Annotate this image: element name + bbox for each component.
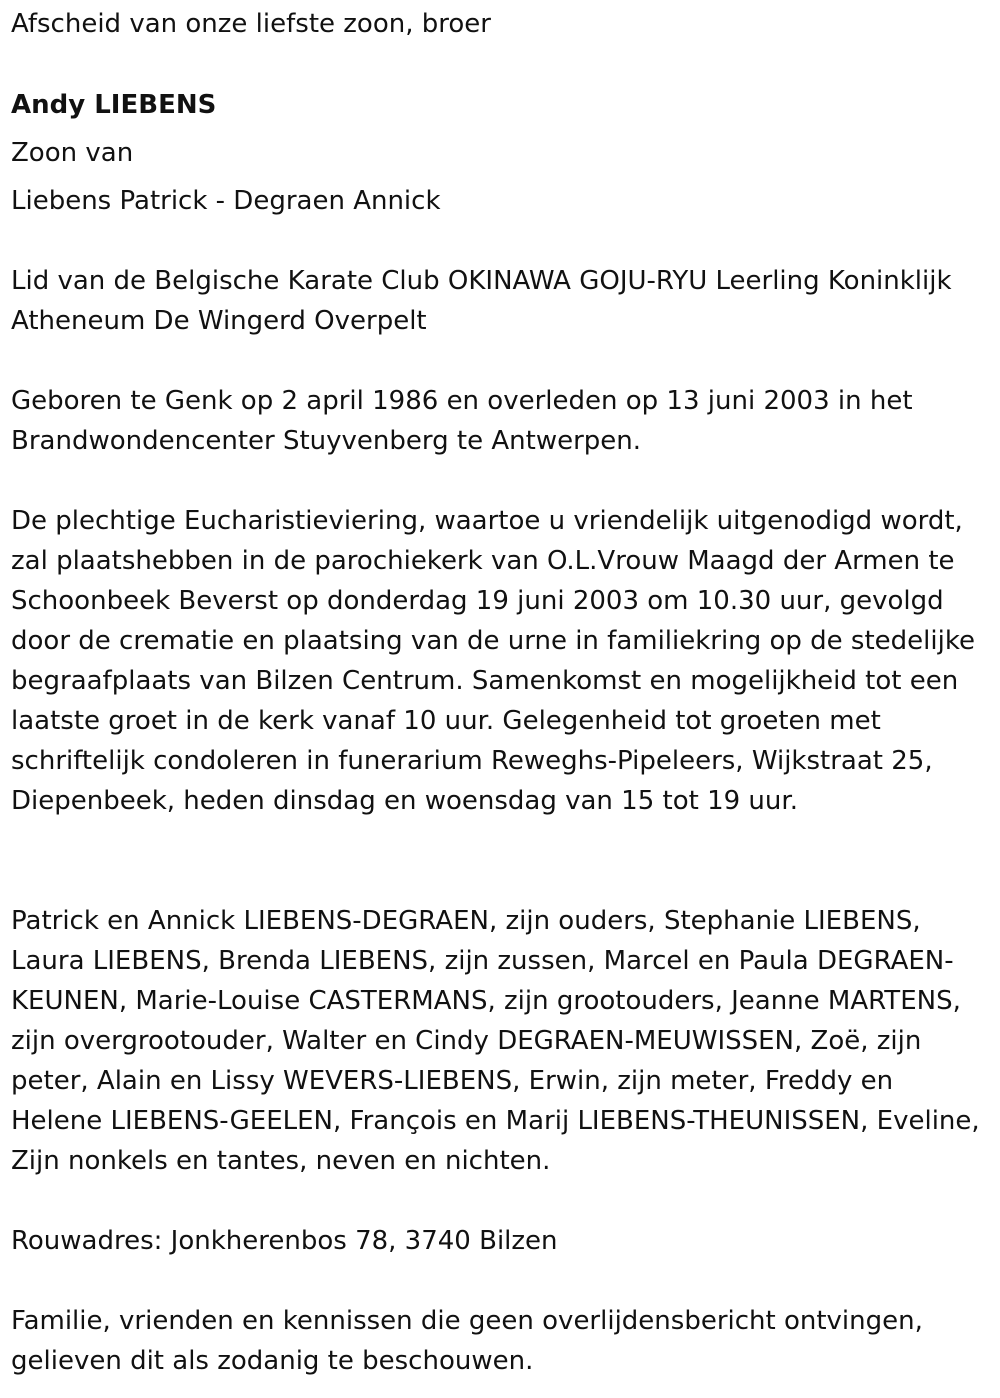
son-of-label: Zoon van [11, 138, 134, 168]
birth-death-text: Geboren te Genk op 2 april 1986 en overleden op 13 juni 2003 in het Brandwondencenter Stuyvenberg te Antwerpen. [11, 386, 913, 456]
closing-text: Familie, vrienden en kennissen die geen overlijdensbericht ontvingen, gelieven dit als zodanig te beschouwen. [11, 1306, 923, 1376]
family-text: Patrick en Annick LIEBENS-DEGRAEN, zijn ouders, Stephanie LIEBENS, Laura LIEBENS, Brenda LIEBENS, zijn zussen, Marcel en Paula DEGRAEN-KEUNEN, Marie-Louise CASTERMANS, zijn grootouders, Jeanne MARTENS, zijn overgrootouder, Walter en Cindy DEGRAEN-MEUWISSEN, Zoë, zijn peter, Alain en Lissy WEVERS-LIEBENS, Erwin, zijn meter, Freddy en Helene LIEBENS-GEELEN, François en Marij LIEBENS-THEUNISSEN, Eveline, Zijn nonkels en tantes, neven en nichten. [11, 906, 980, 1176]
membership-text: Lid van de Belgische Karate Club OKINAWA GOJU-RYU Leerling Koninklijk Atheneum De Wingerd Overpelt [11, 266, 952, 336]
deceased-name: Andy LIEBENS [11, 90, 217, 120]
parents-text: Liebens Patrick - Degraen Annick [11, 186, 441, 216]
intro-text: Afscheid van onze liefste zoon, broer [11, 9, 491, 39]
ceremony-text: De plechtige Eucharistieviering, waartoe u vriendelijk uitgenodigd wordt, zal plaatshebben in de parochiekerk van O.L.Vrouw Maagd der Armen te Schoonbeek Beverst op donderdag 19 juni 2003 om 10.30 uur, gevolgd door de crematie en plaatsing van de urne in familiekring op de stedelijke begraafplaats van Bilzen Centrum. Samenkomst en mogelijkheid tot een laatste groet in de kerk vanaf 10 uur. Gelegenheid tot groeten met schriftelijk condoleren in funerarium Reweghs-Pipeleers, Wijkstraat 25, Diepenbeek, heden dinsdag en woensdag van 15 tot 19 uur. [11, 506, 975, 816]
mourning-address: Rouwadres: Jonkherenbos 78, 3740 Bilzen [11, 1226, 558, 1256]
